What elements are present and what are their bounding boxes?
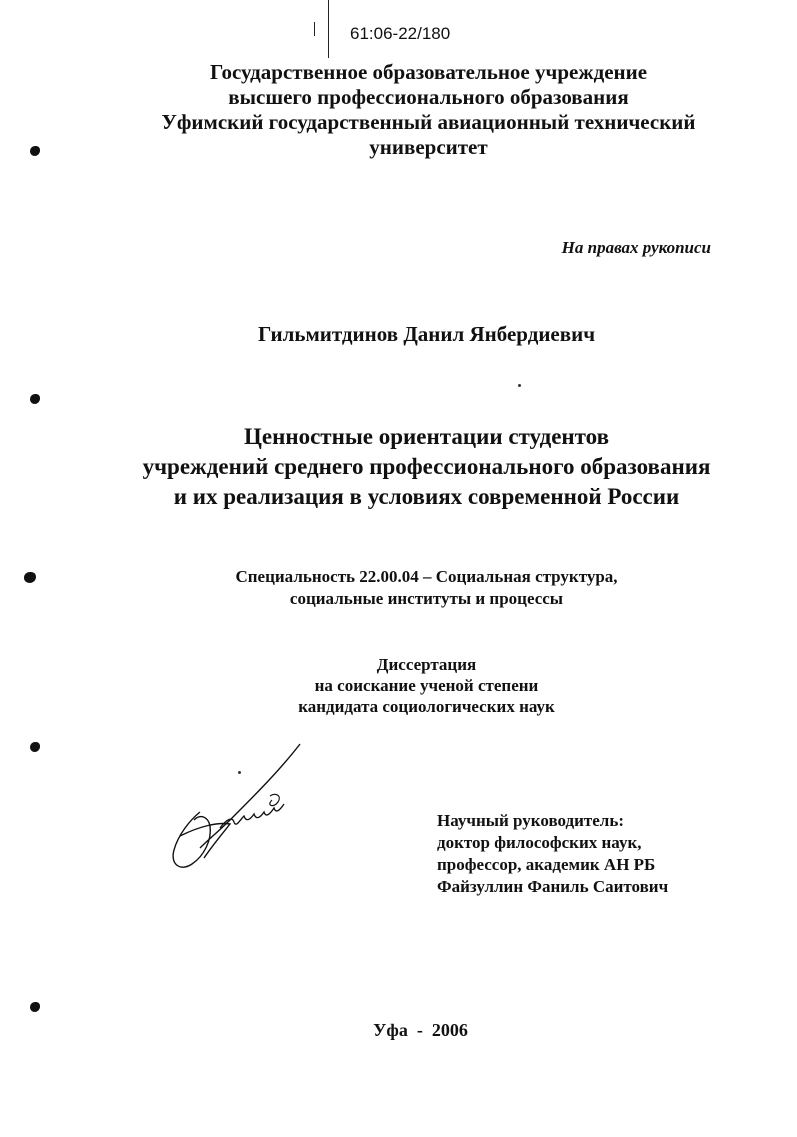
advisor-line: доктор философских наук, [437,833,642,852]
institution-line: Уфимский государственный авиационный технический [161,110,696,134]
city-year-text: Уфа - 2006 [373,1020,468,1040]
institution-line: университет [369,135,488,159]
punch-hole-mark [30,394,40,404]
specialty-line: Специальность 22.00.04 – Социальная структура, [235,567,618,586]
city-year [22,1020,797,1041]
dissertation-title [28,422,797,512]
title-line: учреждений среднего профессионального образования [142,454,711,479]
scientific-advisor [437,810,668,898]
scan-speck [238,771,241,774]
signature-stroke [200,744,300,848]
institution-line: высшего профессионального образования [228,85,629,109]
specialty-block [28,566,797,610]
archive-code: 61:06-22/180 [350,24,451,43]
signature-stroke [270,794,279,805]
degree-line: кандидата социологических наук [298,697,555,716]
title-line: Ценностные ориентации студентов [243,424,610,449]
manuscript-note: На правах рукописи [561,238,711,257]
title-line: и их реализация в условиях современной России [173,484,680,509]
signature-stroke [180,824,230,859]
advisor-line: профессор, академик АН РБ [437,855,656,874]
scan-mark-left [314,22,315,36]
author-name: Гильмитдинов Данил Янбердиевич [257,322,596,346]
institution-header [30,60,797,160]
degree-line: Диссертация [376,655,477,674]
signature-stroke [173,812,210,867]
scan-speck [518,384,521,387]
scan-mark-right [328,0,329,58]
punch-hole-mark [30,742,40,752]
advisor-line: Файзуллин Фаниль Саитович [437,877,669,896]
advisor-line: Научный руководитель: [437,811,624,830]
degree-block [28,654,797,717]
punch-hole-mark [30,1002,40,1012]
institution-line: Государственное образовательное учреждение [209,60,648,84]
degree-line: на соискание ученой степени [314,676,539,695]
specialty-line: социальные институты и процессы [289,589,564,608]
handwritten-signature [160,740,310,880]
